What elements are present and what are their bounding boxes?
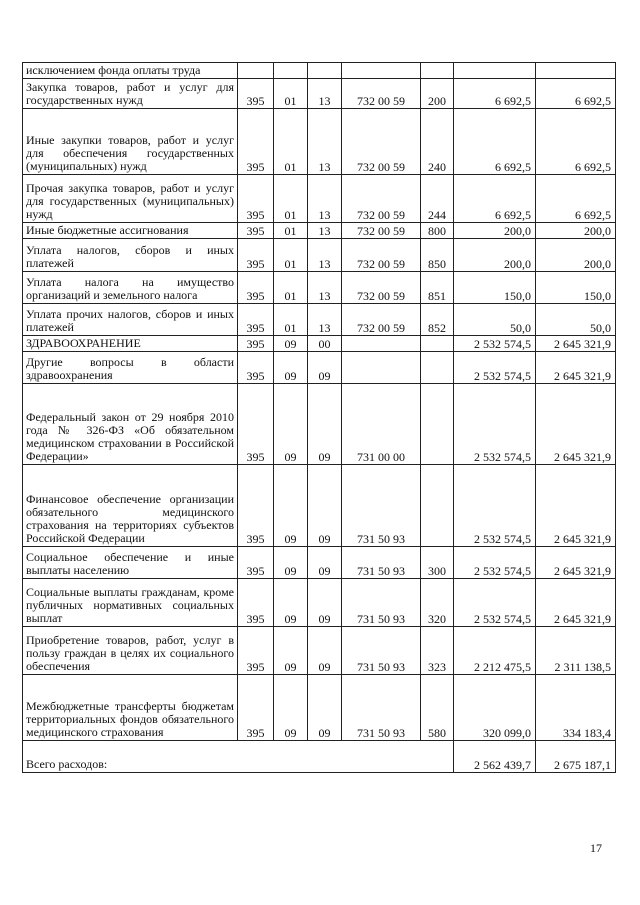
row-pr [308, 63, 342, 79]
row-sum-1: 2 532 574,5 [454, 465, 536, 547]
row-pr: 09 [308, 384, 342, 465]
row-gr: 395 [238, 352, 274, 384]
row-rz: 09 [274, 384, 308, 465]
row-rz: 09 [274, 627, 308, 675]
row-name: Уплата налога на имущество организаций и земельного налога [23, 272, 238, 304]
row-name: Другие вопросы в области здравоохранения [23, 352, 238, 384]
row-sum-2: 2 645 321,9 [536, 547, 616, 579]
row-sum-1: 2 532 574,5 [454, 384, 536, 465]
row-csr: 732 00 59 [342, 223, 421, 239]
row-pr: 13 [308, 175, 342, 223]
row-gr: 395 [238, 547, 274, 579]
row-sum-1: 2 212 475,5 [454, 627, 536, 675]
row-gr: 395 [238, 465, 274, 547]
row-vr [421, 384, 454, 465]
row-vr: 244 [421, 175, 454, 223]
row-sum-1: 50,0 [454, 304, 536, 336]
row-sum-1: 2 532 574,5 [454, 547, 536, 579]
row-csr: 732 00 59 [342, 175, 421, 223]
row-sum-1: 320 099,0 [454, 675, 536, 741]
table-row [23, 336, 616, 352]
row-vr: 300 [421, 547, 454, 579]
row-sum-2: 6 692,5 [536, 79, 616, 109]
row-csr: 732 00 59 [342, 239, 421, 272]
row-csr: 732 00 59 [342, 109, 421, 175]
row-sum-2: 150,0 [536, 272, 616, 304]
row-csr: 731 50 93 [342, 547, 421, 579]
row-rz: 01 [274, 239, 308, 272]
row-pr: 13 [308, 223, 342, 239]
row-vr: 240 [421, 109, 454, 175]
table-row [23, 675, 616, 741]
row-gr: 395 [238, 627, 274, 675]
total-sum-1: 2 562 439,7 [454, 741, 536, 773]
row-sum-2: 334 183,4 [536, 675, 616, 741]
row-sum-1: 2 532 574,5 [454, 336, 536, 352]
row-pr: 00 [308, 336, 342, 352]
row-name: ЗДРАВООХРАНЕНИЕ [23, 336, 238, 352]
table-row [23, 63, 616, 79]
row-sum-2: 6 692,5 [536, 109, 616, 175]
row-name: Уплата налогов, сборов и иных платежей [23, 239, 238, 272]
row-rz: 09 [274, 465, 308, 547]
row-vr: 200 [421, 79, 454, 109]
row-gr: 395 [238, 675, 274, 741]
row-sum-2: 200,0 [536, 239, 616, 272]
row-gr: 395 [238, 223, 274, 239]
row-rz: 01 [274, 79, 308, 109]
row-vr: 800 [421, 223, 454, 239]
row-sum-2: 2 645 321,9 [536, 465, 616, 547]
row-sum-2: 50,0 [536, 304, 616, 336]
row-csr [342, 352, 421, 384]
row-csr: 731 50 93 [342, 465, 421, 547]
row-pr: 09 [308, 579, 342, 627]
row-rz: 09 [274, 675, 308, 741]
total-sum-2: 2 675 187,1 [536, 741, 616, 773]
row-name: Закупка товаров, работ и услуг для государственных нужд [23, 79, 238, 109]
table-row [23, 175, 616, 223]
table-row [23, 352, 616, 384]
row-sum-1: 6 692,5 [454, 109, 536, 175]
row-gr: 395 [238, 384, 274, 465]
row-sum-1: 2 532 574,5 [454, 352, 536, 384]
row-sum-2: 6 692,5 [536, 175, 616, 223]
row-name: Приобретение товаров, работ, услуг в пользу граждан в целях их социального обеспечения [23, 627, 238, 675]
row-csr: 732 00 59 [342, 304, 421, 336]
row-rz: 01 [274, 272, 308, 304]
row-rz: 01 [274, 109, 308, 175]
row-name: Социальное обеспечение и иные выплаты населению [23, 547, 238, 579]
table-row [23, 547, 616, 579]
row-gr: 395 [238, 304, 274, 336]
row-pr: 09 [308, 547, 342, 579]
row-pr: 09 [308, 675, 342, 741]
table-row [23, 79, 616, 109]
total-label: Всего расходов: [23, 741, 454, 773]
row-gr: 395 [238, 579, 274, 627]
page-number: 17 [590, 841, 602, 855]
row-vr [421, 63, 454, 79]
row-pr: 09 [308, 352, 342, 384]
row-pr: 09 [308, 627, 342, 675]
total-row [23, 741, 616, 773]
table-row [23, 223, 616, 239]
row-pr: 13 [308, 79, 342, 109]
row-csr: 732 00 59 [342, 272, 421, 304]
table-row [23, 579, 616, 627]
row-gr: 395 [238, 175, 274, 223]
table-row [23, 272, 616, 304]
row-vr: 851 [421, 272, 454, 304]
row-rz: 09 [274, 336, 308, 352]
row-rz: 01 [274, 304, 308, 336]
row-vr [421, 465, 454, 547]
row-vr: 580 [421, 675, 454, 741]
expenditure-table [22, 62, 616, 773]
row-sum-1: 150,0 [454, 272, 536, 304]
row-csr [342, 336, 421, 352]
row-csr: 731 50 93 [342, 579, 421, 627]
row-csr: 731 50 93 [342, 627, 421, 675]
row-pr: 13 [308, 239, 342, 272]
row-sum-2: 2 645 321,9 [536, 352, 616, 384]
row-sum-1 [454, 63, 536, 79]
row-rz: 09 [274, 547, 308, 579]
row-sum-2: 2 311 138,5 [536, 627, 616, 675]
row-name: Межбюджетные трансферты бюджетам территориальных фондов обязательного медицинского страхования [23, 675, 238, 741]
row-name: Уплата прочих налогов, сборов и иных платежей [23, 304, 238, 336]
row-name: Иные закупки товаров, работ и услуг для обеспечения государственных (муниципальных) нужд [23, 109, 238, 175]
row-vr [421, 336, 454, 352]
row-vr: 323 [421, 627, 454, 675]
row-csr: 731 00 00 [342, 384, 421, 465]
table-row [23, 239, 616, 272]
row-sum-1: 200,0 [454, 223, 536, 239]
row-name: Иные бюджетные ассигнования [23, 223, 238, 239]
row-csr: 732 00 59 [342, 79, 421, 109]
row-name: Социальные выплаты гражданам, кроме публичных нормативных социальных выплат [23, 579, 238, 627]
row-sum-1: 2 532 574,5 [454, 579, 536, 627]
row-sum-1: 6 692,5 [454, 175, 536, 223]
row-vr [421, 352, 454, 384]
row-vr: 852 [421, 304, 454, 336]
row-gr: 395 [238, 79, 274, 109]
row-csr [342, 63, 421, 79]
row-name: Федеральный закон от 29 ноября 2010 года № 326-ФЗ «Об обязательном медицинском страховании в Российской Федерации» [23, 384, 238, 465]
row-sum-2: 2 645 321,9 [536, 336, 616, 352]
row-pr: 09 [308, 465, 342, 547]
row-pr: 13 [308, 272, 342, 304]
row-name: Финансовое обеспечение организации обязательного медицинского страхования на территориях субъектов Российской Федерации [23, 465, 238, 547]
table-row [23, 109, 616, 175]
table-row [23, 304, 616, 336]
row-rz: 09 [274, 352, 308, 384]
row-pr: 13 [308, 109, 342, 175]
row-sum-2 [536, 63, 616, 79]
row-gr: 395 [238, 239, 274, 272]
table-row [23, 627, 616, 675]
row-sum-2: 2 645 321,9 [536, 384, 616, 465]
row-rz: 01 [274, 175, 308, 223]
row-sum-2: 200,0 [536, 223, 616, 239]
row-gr: 395 [238, 272, 274, 304]
row-rz: 01 [274, 223, 308, 239]
row-vr: 850 [421, 239, 454, 272]
row-rz [274, 63, 308, 79]
row-sum-1: 6 692,5 [454, 79, 536, 109]
row-rz: 09 [274, 579, 308, 627]
row-pr: 13 [308, 304, 342, 336]
row-vr: 320 [421, 579, 454, 627]
row-gr: 395 [238, 109, 274, 175]
row-sum-1: 200,0 [454, 239, 536, 272]
row-name: исключением фонда оплаты труда [23, 63, 238, 79]
row-gr [238, 63, 274, 79]
table-row [23, 465, 616, 547]
row-name: Прочая закупка товаров, работ и услуг для государственных (муниципальных) нужд [23, 175, 238, 223]
row-sum-2: 2 645 321,9 [536, 579, 616, 627]
table-row [23, 384, 616, 465]
row-gr: 395 [238, 336, 274, 352]
row-csr: 731 50 93 [342, 675, 421, 741]
